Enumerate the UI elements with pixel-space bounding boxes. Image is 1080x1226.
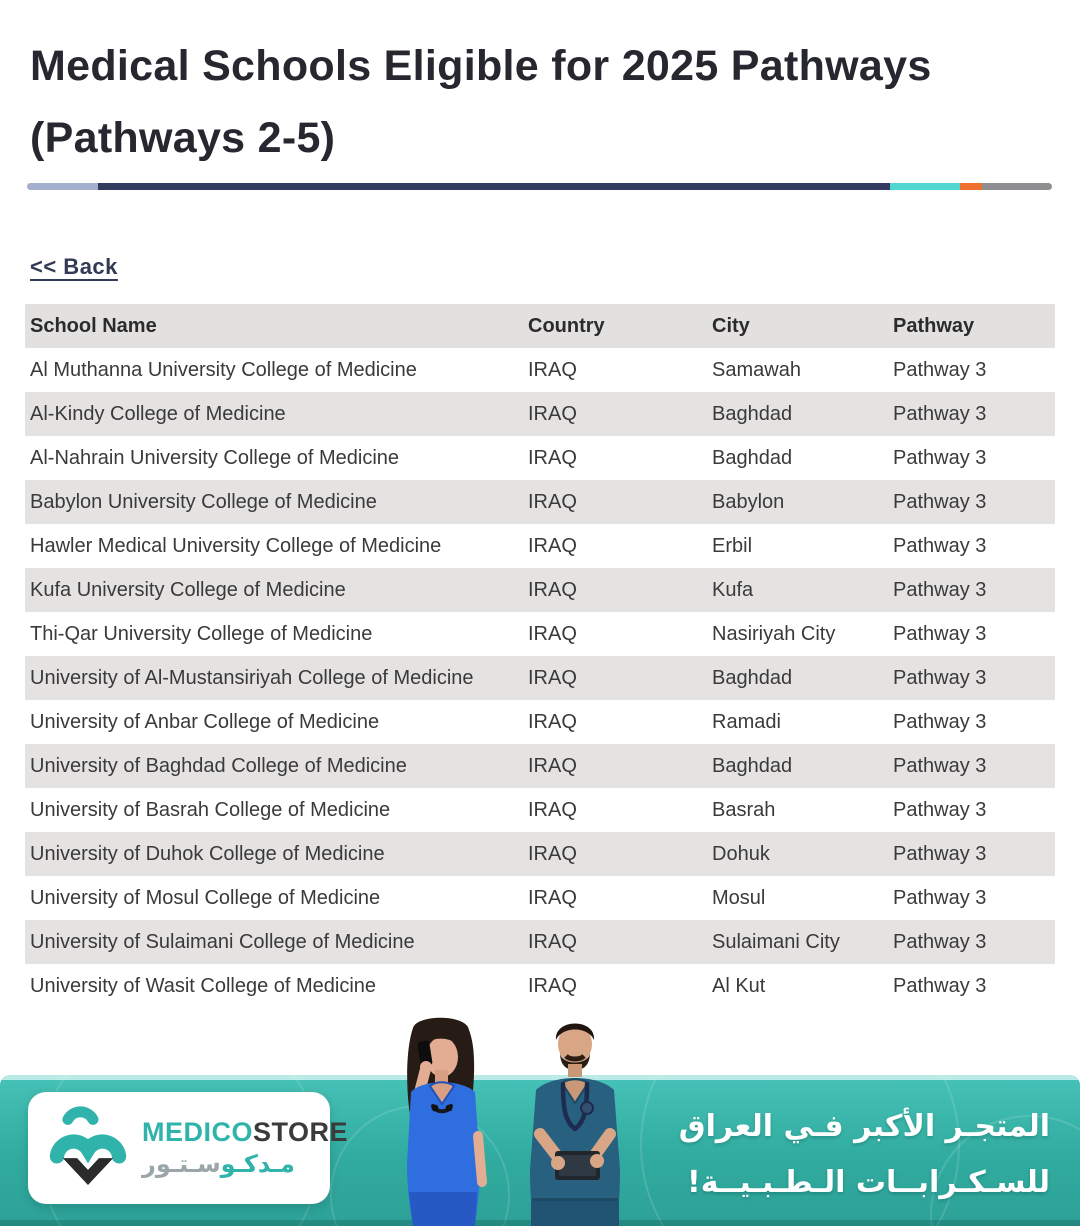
table-row (25, 524, 1055, 568)
brand-name-latin (142, 1117, 348, 1148)
schools-table (25, 304, 1055, 1008)
divider-segment (960, 183, 982, 190)
cell-city: Babylon (707, 480, 888, 524)
banner-tagline (679, 1099, 1050, 1211)
table-row (25, 348, 1055, 392)
cell-city: Baghdad (707, 392, 888, 436)
divider-segment (27, 183, 98, 190)
cell-city: Dohuk (707, 832, 888, 876)
cell-pathway: Pathway 3 (888, 480, 1055, 524)
doctor-with-tablet-photo (500, 1010, 650, 1226)
cell-pathway: Pathway 3 (888, 832, 1055, 876)
page-title: Medical Schools Eligible for 2025 Pathways (Pathways 2-5) (30, 42, 932, 163)
brand-store: STORE (253, 1117, 349, 1148)
brand-medico-ar: مـدكـو (220, 1150, 295, 1179)
cell-pathway: Pathway 3 (893, 623, 987, 646)
cell-school: University of Basrah College of Medicine (30, 799, 391, 822)
cell-pathway: Pathway 3 (893, 535, 987, 558)
header-city: City (707, 304, 888, 348)
cell-school: Al-Kindy College of Medicine (25, 392, 523, 436)
cell-pathway: Pathway 3 (888, 920, 1055, 964)
table-row (25, 436, 1055, 480)
cell-pathway: Pathway 3 (888, 656, 1055, 700)
cell-country: IRAQ (523, 392, 707, 436)
divider-segment (98, 183, 890, 190)
cell-country: IRAQ (523, 920, 707, 964)
table-row (25, 392, 1055, 436)
cell-country: IRAQ (528, 887, 577, 910)
table-header-row (25, 304, 1055, 348)
table-row (25, 612, 1055, 656)
cell-pathway: Pathway 3 (888, 392, 1055, 436)
cell-city: Kufa (707, 568, 888, 612)
cell-country: IRAQ (528, 359, 577, 382)
cell-school: University of Baghdad College of Medicine (25, 744, 523, 788)
cell-country: IRAQ (523, 832, 707, 876)
cell-city: Ramadi (712, 711, 781, 734)
header-country: Country (523, 304, 707, 348)
header-school-name: School Name (25, 304, 523, 348)
cell-school: Hawler Medical University College of Medicine (30, 535, 442, 558)
cell-country: IRAQ (528, 799, 577, 822)
cell-school: Babylon University College of Medicine (25, 480, 523, 524)
table-row (25, 744, 1055, 788)
cell-city: Mosul (712, 887, 766, 910)
nurse-on-phone-photo (383, 1014, 501, 1226)
brand-medico: MEDICO (142, 1117, 253, 1148)
table-row (25, 480, 1055, 524)
cell-city: Al Kut (712, 975, 766, 998)
cell-school: Al Muthanna University College of Medicine (30, 359, 417, 382)
cell-country: IRAQ (528, 623, 577, 646)
cell-school: University of Wasit College of Medicine (30, 975, 377, 998)
cell-country: IRAQ (528, 711, 577, 734)
cell-pathway: Pathway 3 (893, 711, 987, 734)
table-row (25, 920, 1055, 964)
divider-segment (890, 183, 960, 190)
cell-school: University of Sulaimani College of Medicine (25, 920, 523, 964)
cell-country: IRAQ (528, 535, 577, 558)
back-link[interactable]: << Back (30, 254, 118, 280)
title-divider-bar (27, 183, 1052, 190)
cell-pathway: Pathway 3 (888, 568, 1055, 612)
cell-city: Erbil (712, 535, 753, 558)
cell-pathway: Pathway 3 (893, 447, 987, 470)
cell-city: Basrah (712, 799, 776, 822)
cell-country: IRAQ (528, 447, 577, 470)
cell-city: Nasiriyah City (712, 623, 836, 646)
cell-school: Kufa University College of Medicine (25, 568, 523, 612)
brand-name-arabic (142, 1151, 348, 1179)
table-row (25, 700, 1055, 744)
cell-pathway: Pathway 3 (893, 975, 987, 998)
cell-country: IRAQ (523, 744, 707, 788)
tagline-line-1: المتجـر الأكبر فـي العراق (678, 1109, 1050, 1144)
table-row (25, 876, 1055, 920)
divider-segment (982, 183, 1052, 190)
cell-city: Samawah (712, 359, 801, 382)
cell-school: University of Anbar College of Medicine (30, 711, 380, 734)
cell-school: Al-Nahrain University College of Medicine (30, 447, 400, 470)
cell-city: Baghdad (712, 447, 793, 470)
header-pathway: Pathway (888, 304, 1055, 348)
table-row (25, 788, 1055, 832)
table-row (25, 656, 1055, 700)
cell-pathway: Pathway 3 (893, 359, 987, 382)
cell-pathway: Pathway 3 (888, 744, 1055, 788)
tagline-line-2: للسـكـرابــات الـطـبـيــة! (687, 1165, 1050, 1200)
cell-school: University of Al-Mustansiriyah College of Medicine (25, 656, 523, 700)
cell-country: IRAQ (523, 568, 707, 612)
medicostore-logo (28, 1092, 349, 1204)
cell-school: University of Duhok College of Medicine (25, 832, 523, 876)
cell-country: IRAQ (523, 480, 707, 524)
cell-pathway: Pathway 3 (893, 887, 987, 910)
table-row (25, 964, 1055, 1008)
table-row (25, 832, 1055, 876)
cell-city: Sulaimani City (707, 920, 888, 964)
cell-country: IRAQ (523, 656, 707, 700)
brand-store-ar: سـتـور (142, 1150, 221, 1179)
cell-city: Baghdad (707, 656, 888, 700)
cell-city: Baghdad (707, 744, 888, 788)
cell-country: IRAQ (528, 975, 577, 998)
cell-school: University of Mosul College of Medicine (30, 887, 381, 910)
medicostore-heart-icon (46, 1106, 130, 1190)
table-row (25, 568, 1055, 612)
cell-pathway: Pathway 3 (893, 799, 987, 822)
cell-school: Thi-Qar University College of Medicine (30, 623, 373, 646)
